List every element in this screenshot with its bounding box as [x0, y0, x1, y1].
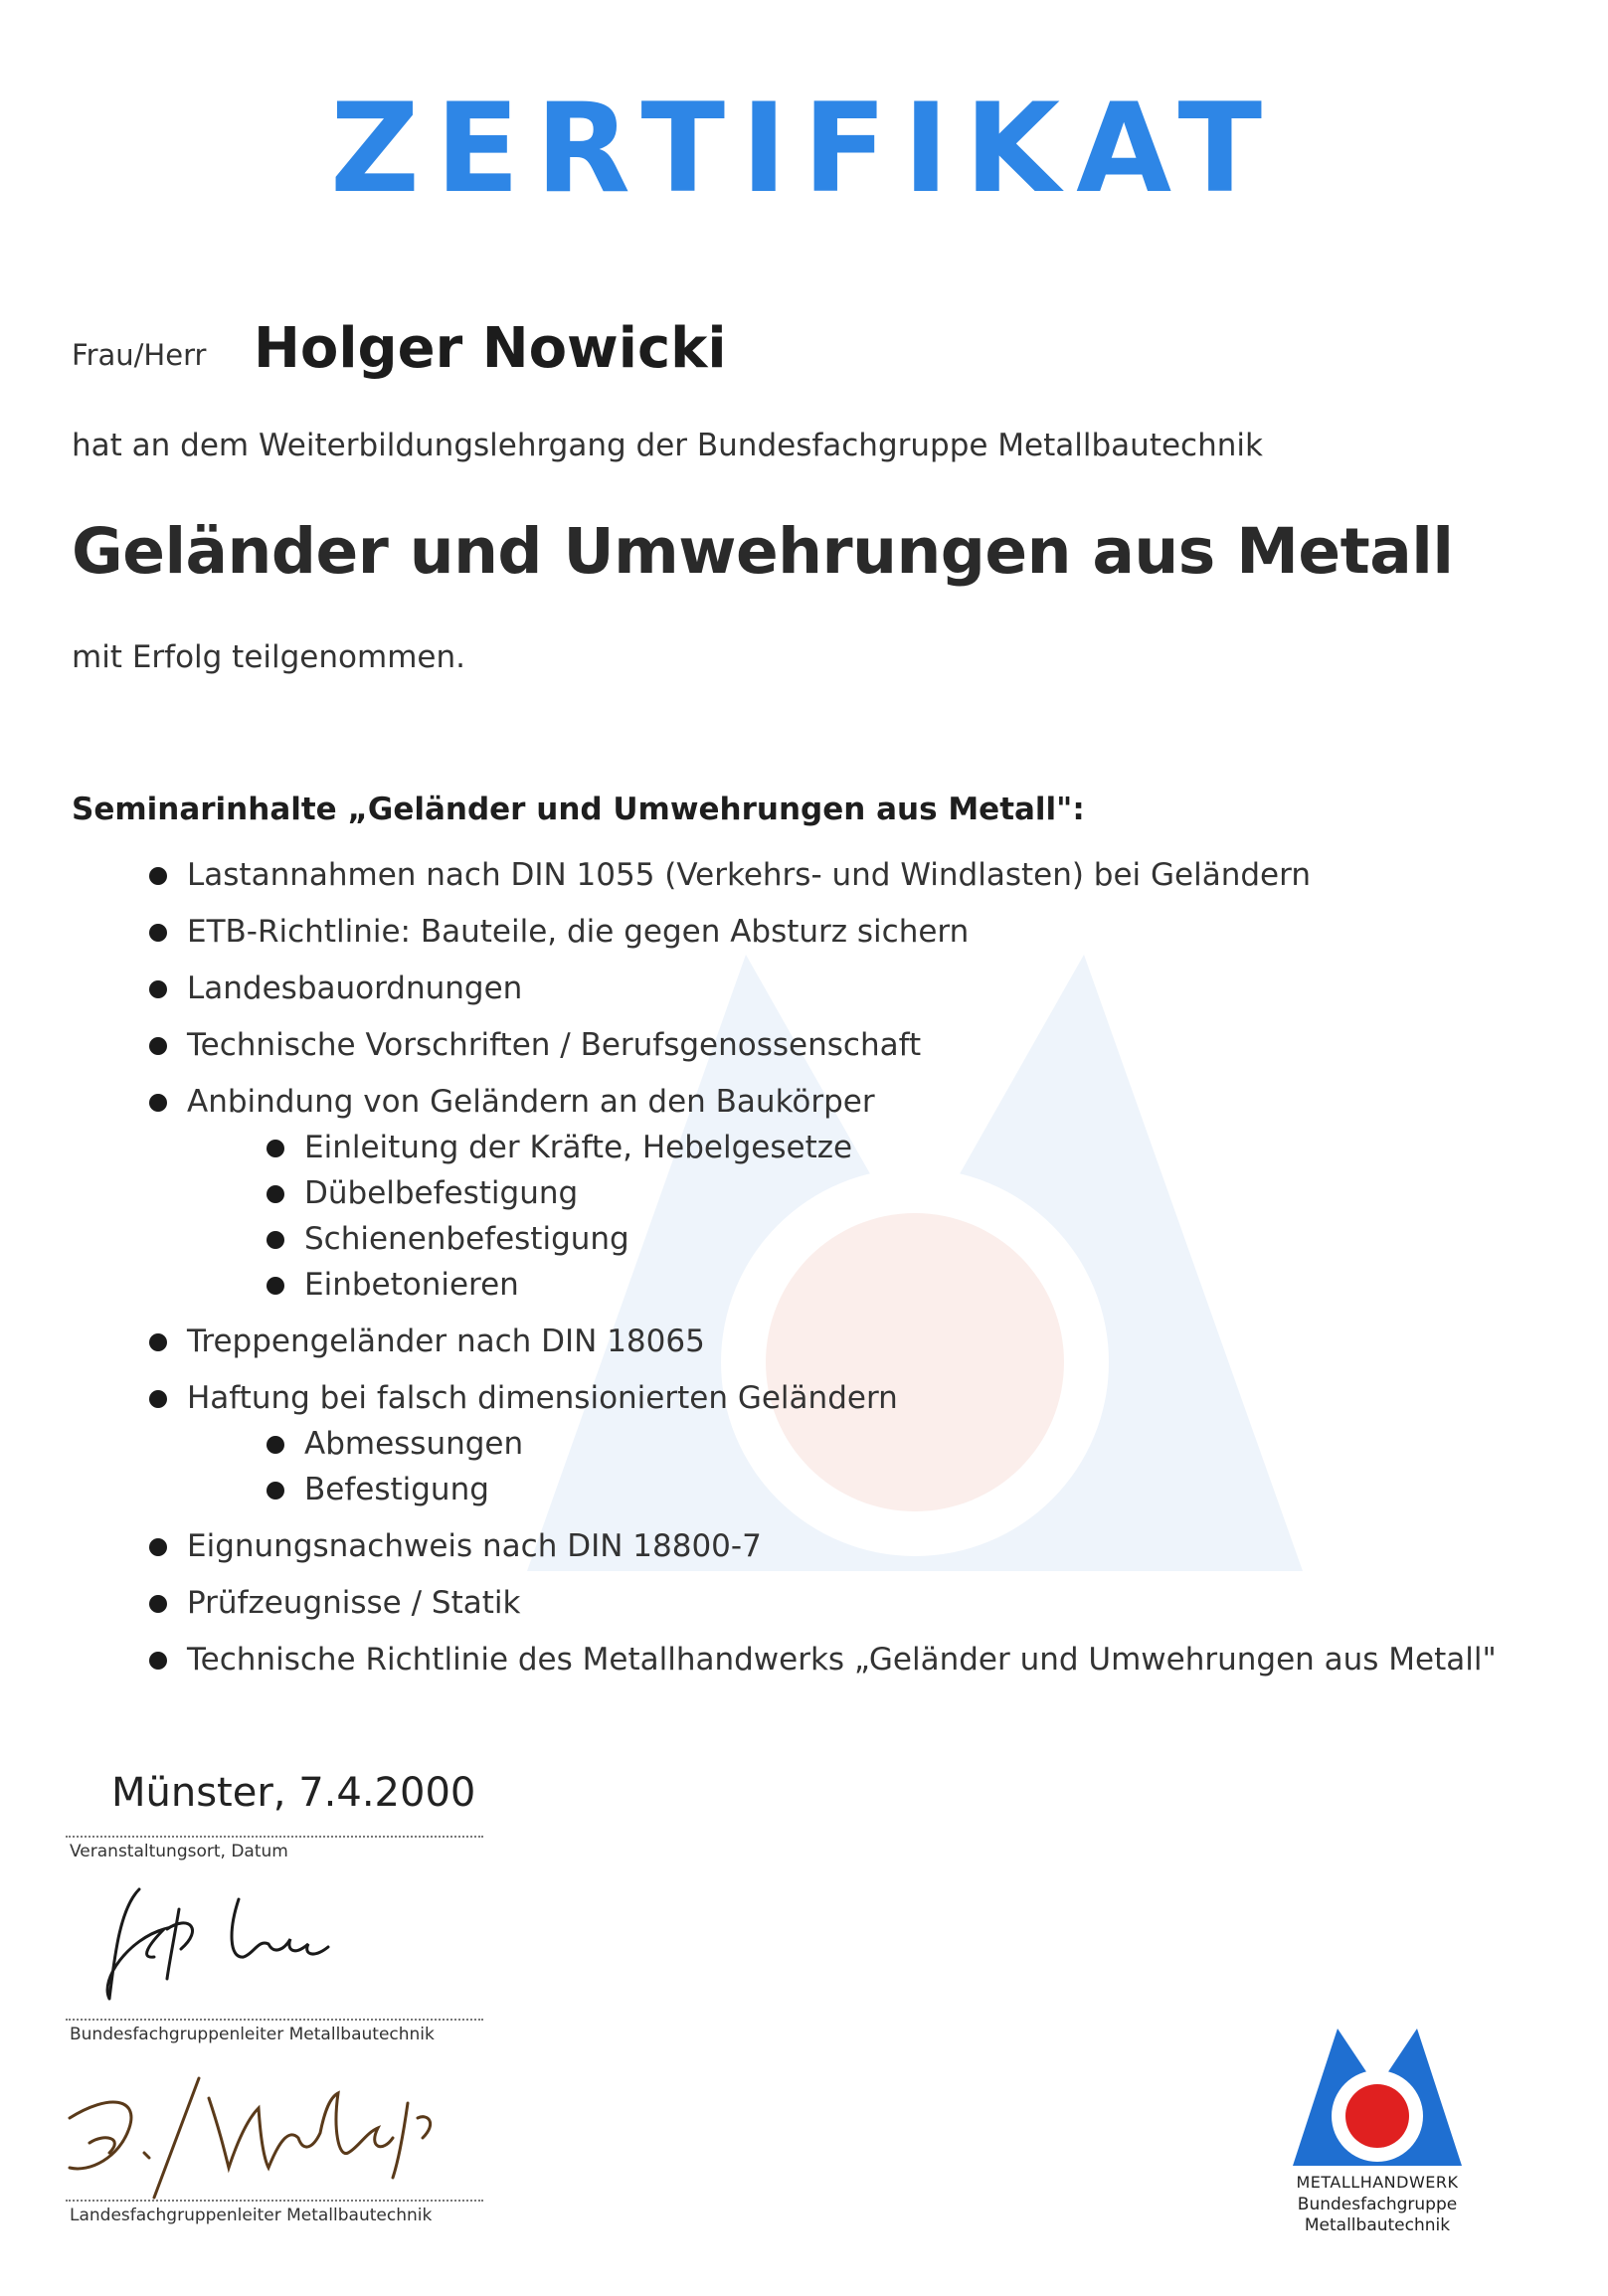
- list-item-text: Prüfzeugnisse / Statik: [187, 1585, 521, 1621]
- list-item: [149, 1322, 1591, 1361]
- list-item: [149, 855, 1591, 895]
- divider: [66, 1836, 483, 1838]
- list-item-text: ETB-Richtlinie: Bauteile, die gegen Absturz sichern: [187, 914, 970, 950]
- list-item: [149, 1526, 1591, 1566]
- bullet-icon: [267, 1482, 284, 1500]
- list-item-text: Dübelbefestigung: [304, 1175, 579, 1211]
- bullet-icon: [149, 1094, 167, 1112]
- place-date-value: Münster, 7.4.2000: [111, 1770, 476, 1816]
- sub-list-item: [267, 1424, 1591, 1464]
- bullet-icon: [149, 867, 167, 885]
- list-item: [149, 1378, 1591, 1418]
- divider: [66, 2200, 483, 2202]
- bullet-icon: [149, 1333, 167, 1351]
- bullet-icon: [267, 1185, 284, 1203]
- list-item-text: Treppengeländer nach DIN 18065: [187, 1324, 705, 1359]
- list-item-text: Schienenbefestigung: [304, 1221, 629, 1257]
- sub-list-item: [267, 1470, 1591, 1509]
- salutation-label: Frau/Herr: [72, 338, 207, 372]
- list-item-text: Lastannahmen nach DIN 1055 (Verkehrs- und Windlasten) bei Geländern: [187, 857, 1311, 893]
- bullet-icon: [149, 1538, 167, 1556]
- list-item-text: Technische Vorschriften / Berufsgenossenschaft: [187, 1027, 922, 1063]
- completion-text: mit Erfolg teilgenommen.: [72, 639, 465, 675]
- bullet-icon: [149, 1390, 167, 1408]
- list-item: [149, 969, 1591, 1008]
- bullet-icon: [149, 980, 167, 998]
- bullet-icon: [267, 1277, 284, 1295]
- list-item: [149, 912, 1591, 952]
- seminar-heading: Seminarinhalte „Geländer und Umwehrungen aus Metall":: [72, 792, 1085, 827]
- bullet-icon: [267, 1140, 284, 1157]
- bullet-icon: [267, 1436, 284, 1454]
- list-item-text: Landesbauordnungen: [187, 971, 523, 1006]
- list-item-text: Einbetonieren: [304, 1267, 519, 1303]
- bullet-icon: [149, 1595, 167, 1613]
- bullet-icon: [149, 1652, 167, 1670]
- bullet-icon: [149, 924, 167, 942]
- place-date-caption: Veranstaltungsort, Datum: [70, 1842, 288, 1861]
- course-title: Geländer und Umwehrungen aus Metall: [72, 515, 1454, 588]
- logo-org-line2: Metallbautechnik: [1304, 2215, 1451, 2235]
- bullet-icon: [149, 1037, 167, 1055]
- list-item-text: Abmessungen: [304, 1426, 524, 1462]
- list-item-text: Haftung bei falsch dimensionierten Geländern: [187, 1380, 898, 1416]
- logo-brand-text: METALLHANDWERK: [1296, 2173, 1459, 2192]
- sub-list-item: [267, 1128, 1591, 1167]
- sub-list-item: [267, 1265, 1591, 1305]
- seminar-content-list: [149, 855, 1591, 1696]
- state-leader-caption: Landesfachgruppenleiter Metallbautechnik: [70, 2206, 433, 2225]
- logo-org-line1: Bundesfachgruppe: [1297, 2195, 1458, 2214]
- certificate-title: ZERTIFIKAT: [329, 78, 1279, 221]
- divider: [66, 2019, 483, 2021]
- signature-federal-leader: [70, 1869, 428, 2019]
- list-item: [149, 1640, 1591, 1679]
- sub-list-item: [267, 1173, 1591, 1213]
- list-item-text: Befestigung: [304, 1472, 489, 1507]
- recipient-name: Holger Nowicki: [254, 316, 727, 381]
- sub-list-item: [267, 1219, 1591, 1259]
- list-item-text: Technische Richtlinie des Metallhandwerks „Geländer und Umwehrungen aus Metall": [187, 1642, 1497, 1678]
- federal-leader-caption: Bundesfachgruppenleiter Metallbautechnik: [70, 2025, 435, 2044]
- list-item: [149, 1025, 1591, 1065]
- list-item-text: Eignungsnachweis nach DIN 18800-7: [187, 1528, 762, 1564]
- signature-state-leader: [50, 2058, 507, 2208]
- bullet-icon: [267, 1231, 284, 1249]
- metallhandwerk-logo: [1293, 2029, 1462, 2168]
- intro-text: hat an dem Weiterbildungslehrgang der Bundesfachgruppe Metallbautechnik: [72, 428, 1263, 463]
- list-item: [149, 1082, 1591, 1122]
- list-item-text: Anbindung von Geländern an den Baukörper: [187, 1084, 875, 1120]
- list-item: [149, 1583, 1591, 1623]
- list-item-text: Einleitung der Kräfte, Hebelgesetze: [304, 1130, 853, 1165]
